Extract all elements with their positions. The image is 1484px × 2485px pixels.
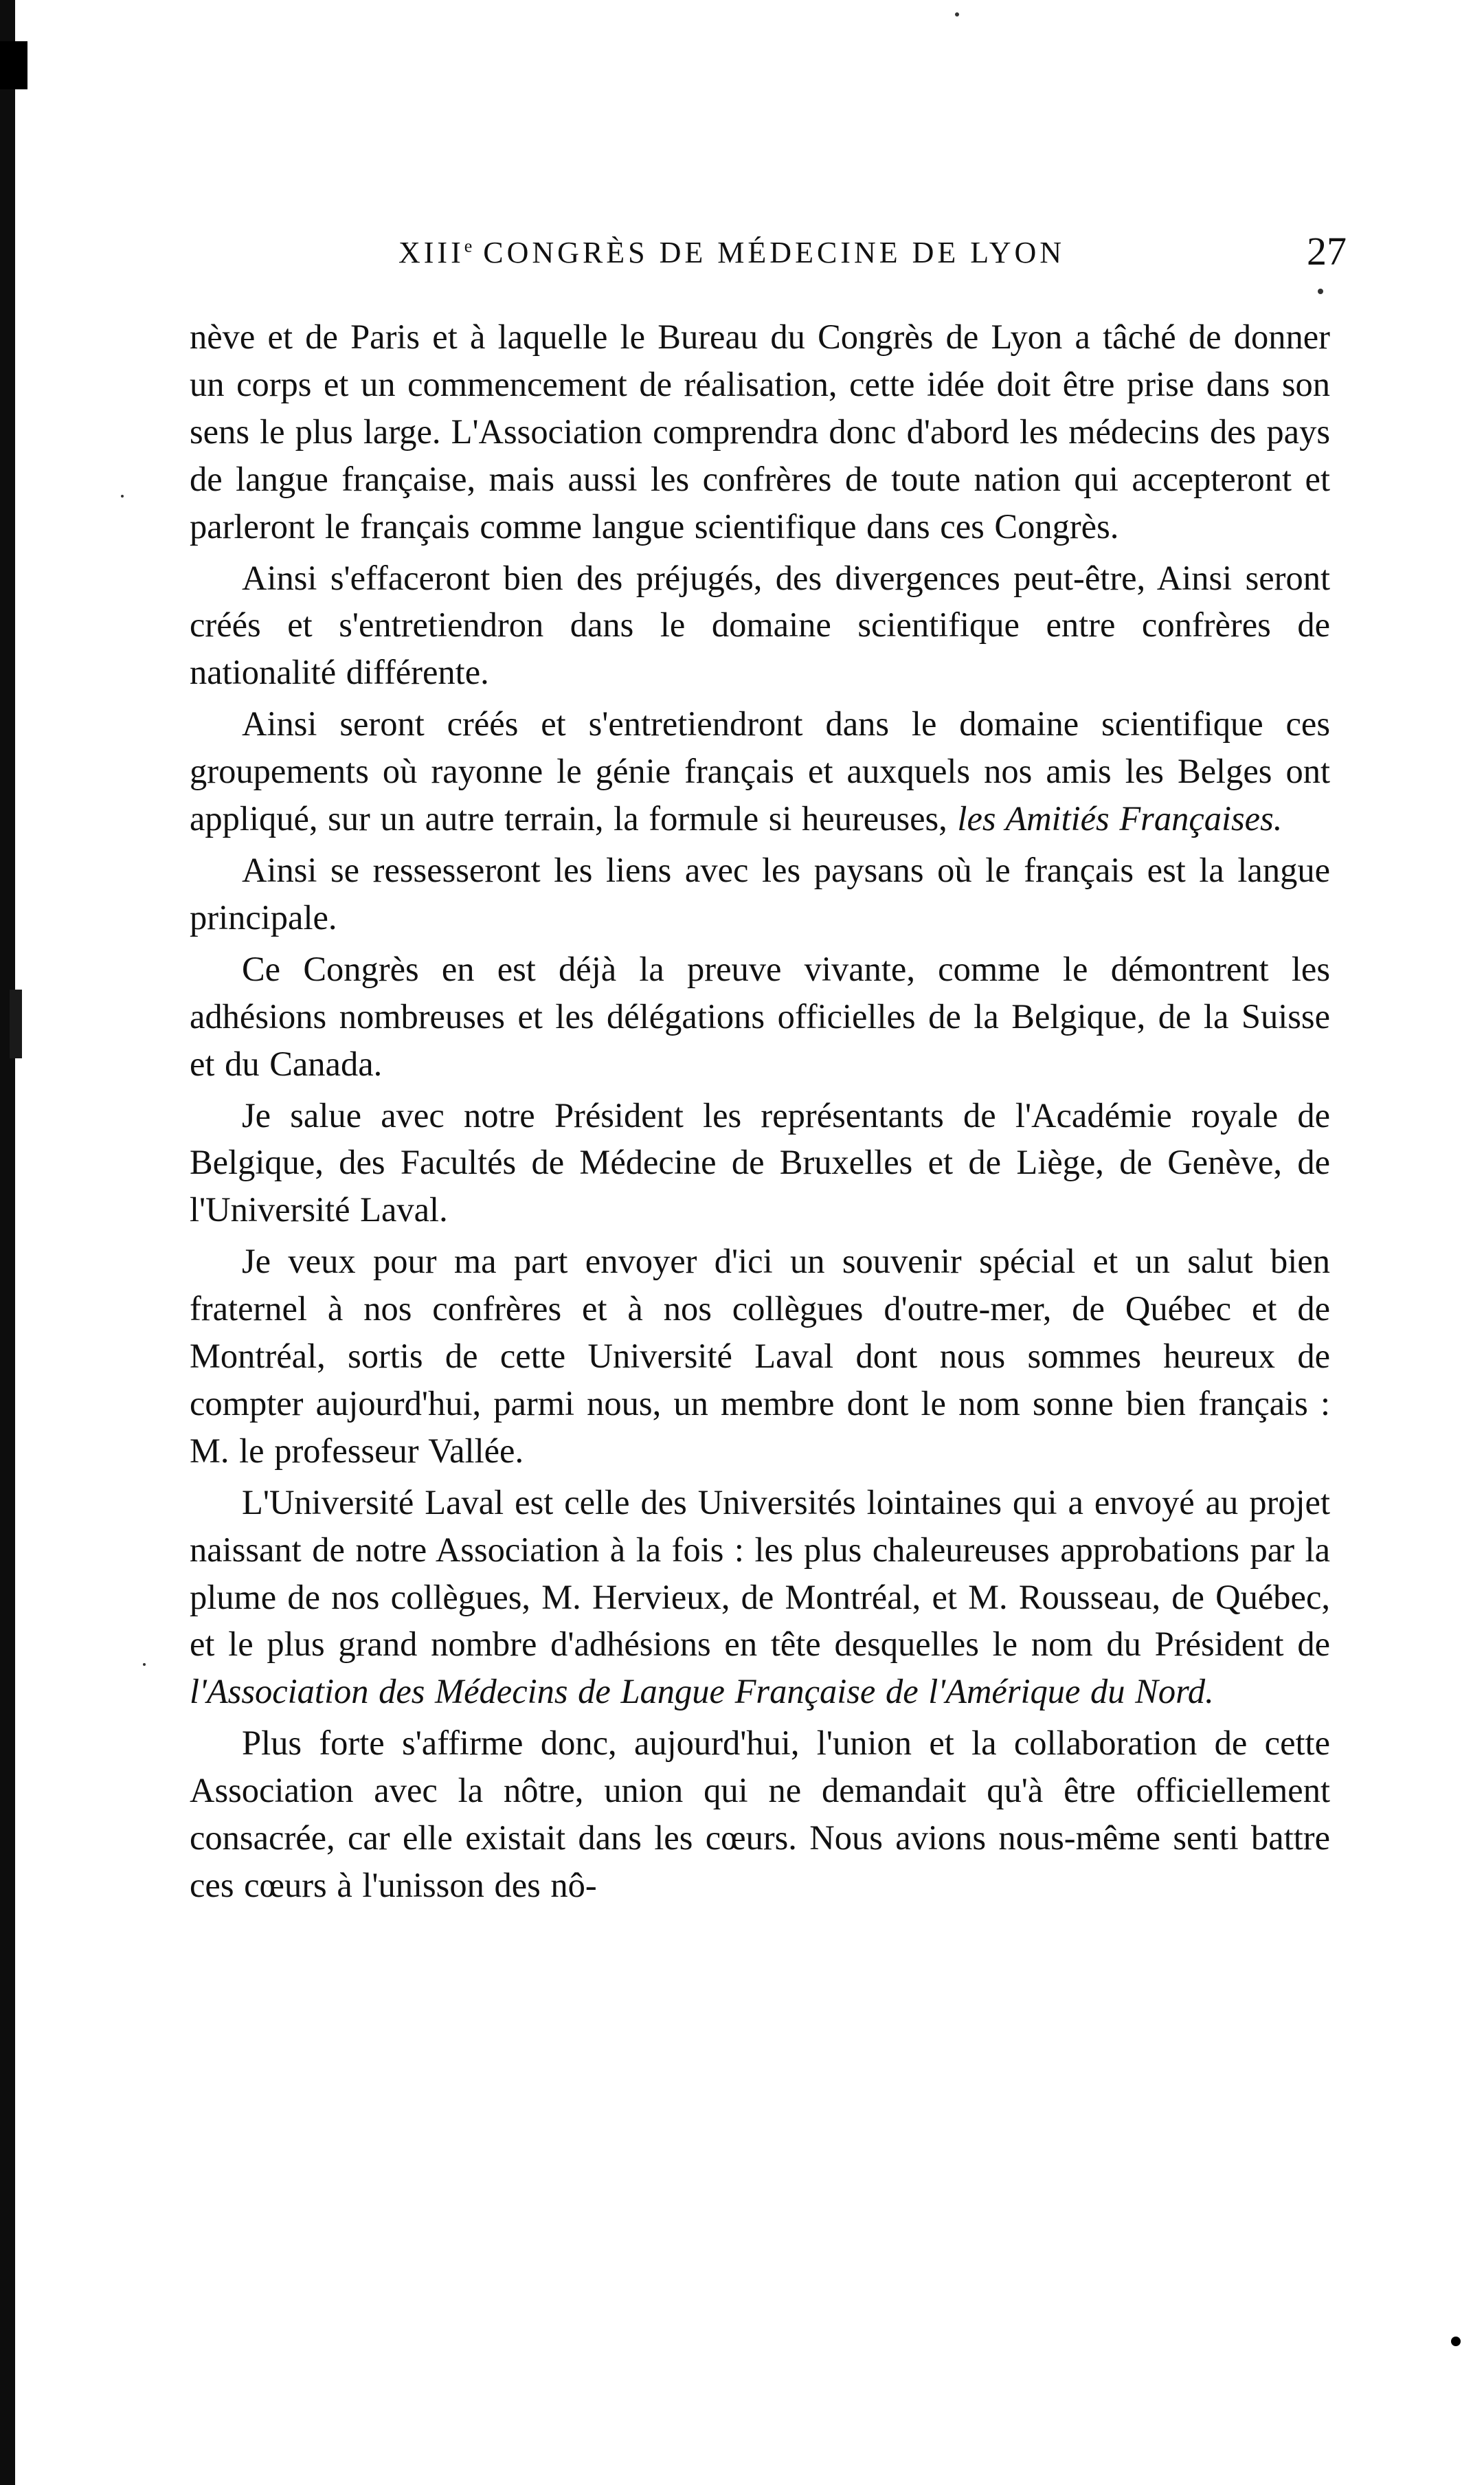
running-header — [398, 228, 1347, 283]
paragraph: Ainsi se ressesseront les liens avec les paysans où le français est la langue principale. — [190, 850, 1330, 937]
paragraph: L'Université Laval est celle des Universités lointaines qui a envoyé au projet naissant de notre Association à la fois : les plus chaleureuses approbations par la plume de nos collègues, M. Hervieux, de Montréal, et M. Rousseau, de Québec, et le plus grand nombre d'adhésions en tête desquelles le nom du Président de l'Association des Médecins de Langue Française de l'Amérique du Nord. — [190, 1482, 1330, 1711]
scan-speck — [121, 495, 124, 498]
paragraph: Je salue avec notre Président les représentants de l'Académie royale de Belgique, des Facultés de Médecine de Bruxelles et de Liège, de Genève, de l'Université Laval. — [190, 1095, 1330, 1229]
running-title: XIIIe CONGRÈS DE MÉDECINE DE LYON — [398, 236, 1066, 269]
scan-speck — [1451, 2337, 1461, 2346]
paragraph: Ainsi s'effaceront bien des préjugés, des divergences peut-être, Ainsi seront créés et s'entretiendron dans le domaine scientifique entre confrères de nationalité différente. — [190, 558, 1330, 692]
paragraph: Ainsi seront créés et s'entretiendront dans le domaine scientifique ces groupements où rayonne le génie français et auxquels nos amis les Belges ont appliqué, sur un autre terrain, la formule si heureuses, les Amitiés Françaises. — [190, 704, 1330, 838]
scan-speck — [143, 1663, 146, 1666]
page-spine-edge — [0, 0, 15, 2485]
spine-binding-notch — [10, 990, 22, 1058]
paragraph: Plus forte s'affirme donc, aujourd'hui, l'union et la collaboration de cette Association avec la nôtre, union qui ne demandait qu'à être officiellement consacrée, car elle existait dans les cœurs. Nous avions nous-même senti battre ces cœurs à l'unisson des nô- — [190, 1724, 1330, 1904]
paragraph: Je veux pour ma part envoyer d'ici un souvenir spécial et un salut bien fraternel à nos confrères et à nos collègues d'outre-mer, de Québec et de Montréal, sortis de cette Université Laval dont nous sommes heureux de compter aujourd'hui, parmi nous, un membre dont le nom sonne bien français : M. le professeur Vallée. — [190, 1242, 1330, 1470]
scan-speck — [1318, 289, 1323, 294]
page-number: 27 — [1307, 229, 1347, 274]
paragraph: Ce Congrès en est déjà la preuve vivante, comme le démontrent les adhésions nombreuses et les délégations officielles de la Belgique, de la Suisse et du Canada. — [190, 949, 1330, 1083]
scan-speck — [955, 12, 959, 16]
paragraph: nève et de Paris et à laquelle le Bureau du Congrès de Lyon a tâché de donner un corps et un commencement de réalisation, cette idée doit être prise dans son sens le plus large. L'Association comprendra donc d'abord les médecins des pays de langue française, mais aussi les confrères de toute nation qui accepteront et parleront le français comme langue scientifique dans ces Congrès. — [190, 317, 1330, 546]
body-text — [190, 313, 1330, 1913]
spine-binding-mark — [0, 41, 27, 89]
